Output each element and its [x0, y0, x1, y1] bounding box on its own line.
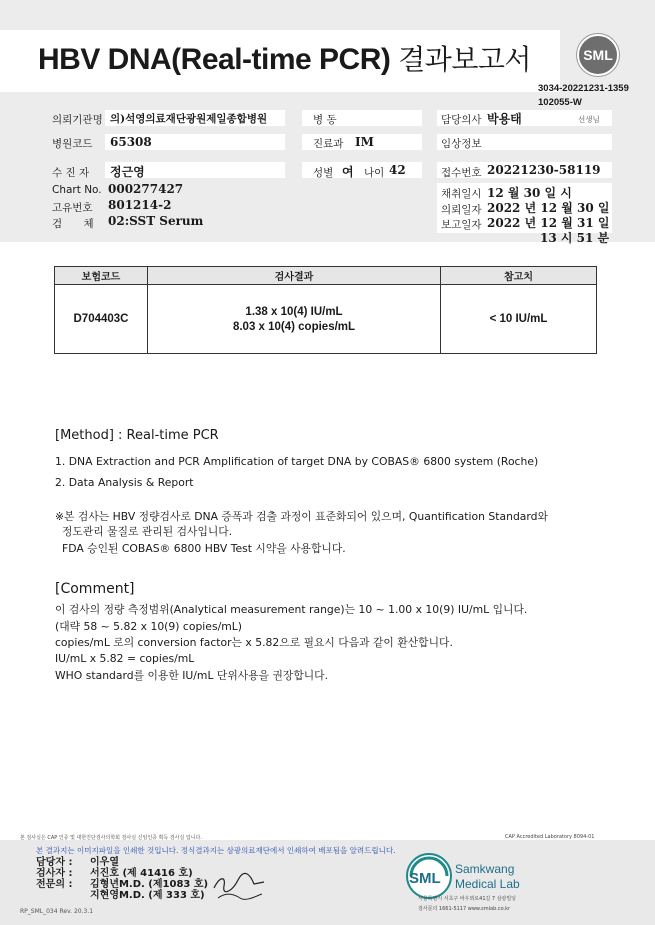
dept-value: IM — [355, 135, 374, 149]
signature-icon — [210, 868, 270, 902]
patient-value: 정근영 — [110, 165, 145, 179]
org-address: 서울특별시 서초구 바우뫼로41길 7 삼광빌딩 — [418, 896, 517, 902]
result-iu: 1.38 x 10(4) IU/mL — [245, 305, 343, 318]
staff-specialist-name-1: 김형년M.D. (제1083 호) — [90, 879, 209, 890]
comment-line-1: 이 검사의 정량 측정범위(Analytical measurement range)는 10 ~ 1.00 x 10(9) IU/mL 입니다. — [55, 603, 528, 616]
report-value: 2022 년 12 월 31 일 — [487, 216, 610, 230]
chart-label: Chart No. — [52, 184, 102, 196]
clinical-label: 임상정보 — [441, 138, 482, 150]
document-number: 3034-20221231-1359 — [538, 83, 629, 94]
institution-label: 의뢰기관명 — [52, 114, 103, 126]
unique-label: 고유번호 — [52, 202, 93, 214]
sex-label: 성별 — [313, 167, 334, 179]
specimen-label: 검 체 — [52, 218, 94, 230]
title-english: HBV DNA(Real-time PCR) — [38, 43, 391, 76]
hospital-code-label: 병원코드 — [52, 138, 93, 150]
method-item-2: 2. Data Analysis & Report — [55, 476, 194, 489]
document-suffix: 102055-W — [538, 97, 582, 108]
form-number: RP_SML_034 Rev. 20.3.1 — [20, 908, 94, 915]
staff-specialist-name-2: 지현영M.D. (제 333 호) — [90, 890, 205, 901]
patient-label: 수 진 자 — [52, 167, 90, 179]
col-insurance-code: 보험코드 — [55, 267, 148, 285]
cap-accreditation: CAP Accredited Laboratory 8094-01 — [505, 834, 595, 840]
age-value: 42 — [389, 163, 406, 177]
specimen-value: 02:SST Serum — [108, 214, 204, 228]
unique-value: 801214-2 — [108, 198, 172, 212]
result-table — [54, 266, 597, 354]
footer-notice: 본 결과지는 이미지파일을 인쇄한 것입니다. 정식결과지는 삼광의료재단에서 인쇄하여 배포됨을 알려드립니다. — [36, 846, 396, 855]
hospital-code-value: 65308 — [110, 135, 152, 149]
receipt-value: 20221230-58119 — [487, 163, 601, 177]
ward-label: 병 동 — [313, 114, 337, 126]
request-label: 의뢰일자 — [441, 204, 482, 216]
org-contact: 검사문의 1661-5117 www.smlab.co.kr — [418, 906, 511, 912]
org-logo-text: SML — [409, 870, 441, 887]
doctor-suffix: 선생님 — [578, 115, 600, 124]
method-heading: [Method] : Real-time PCR — [55, 428, 219, 443]
method-item-1: 1. DNA Extraction and PCR Amplification of target DNA by COBAS® 6800 system (Roche) — [55, 455, 539, 468]
report-title — [38, 38, 531, 78]
reference-value: < 10 IU/mL — [441, 285, 597, 354]
footer-fine-print: 본 검사실은 CAP 인증 및 대한진단검사의학회 검사실 신임인증 획득 검사실 입니다. — [20, 835, 202, 841]
insurance-code: D704403C — [55, 285, 148, 354]
doctor-value: 박용태 — [487, 112, 522, 126]
staff-specialist-label: 전문의 : — [36, 879, 73, 890]
org-name-2: Medical Lab — [455, 877, 520, 891]
receipt-label: 접수번호 — [441, 167, 482, 179]
age-label: 나이 — [364, 167, 385, 179]
comment-line-2: (대략 58 ~ 5.82 x 10(9) copies/mL) — [55, 620, 242, 633]
report-time: 13 시 51 분 — [540, 231, 610, 245]
request-value: 2022 년 12 월 30 일 — [487, 201, 610, 215]
col-test-result: 검사결과 — [148, 267, 441, 285]
result-header-row — [55, 267, 597, 285]
chart-value: 000277427 — [108, 182, 184, 196]
comment-line-5: WHO standard를 이용한 IU/mL 단위사용을 권장합니다. — [55, 669, 329, 682]
staff-manager-name: 이우열 — [90, 857, 119, 868]
staff-manager-label: 담당자 : — [36, 857, 73, 868]
institution-value: 의)석영의료재단광원제일종합병원 — [110, 113, 268, 125]
sml-logo: SML — [577, 34, 619, 76]
table-row — [55, 285, 597, 354]
org-name-1: Samkwang — [455, 862, 515, 876]
test-result — [148, 285, 441, 354]
collect-label: 채취일시 — [441, 188, 482, 200]
method-note-1: ※본 검사는 HBV 정량검사로 DNA 증폭과 검출 과정이 표준화되어 있으며, Quantification Standard와 — [55, 510, 548, 523]
sex-value: 여 — [342, 165, 354, 179]
staff-tester-name: 서진호 (제 41416 호) — [90, 868, 193, 879]
comment-heading: [Comment] — [55, 581, 135, 597]
comment-line-3: copies/mL 로의 conversion factor는 x 5.82으로 필요시 다음과 같이 환산합니다. — [55, 636, 453, 649]
comment-line-4: IU/mL x 5.82 = copies/mL — [55, 652, 195, 665]
report-label: 보고일자 — [441, 219, 482, 231]
result-copies: 8.03 x 10(4) copies/mL — [232, 320, 356, 333]
staff-tester-label: 검사자 : — [36, 868, 73, 879]
dept-label: 진료과 — [313, 138, 344, 150]
collect-value: 12 월 30 일 시 — [487, 186, 572, 200]
doctor-label: 담당의사 — [441, 114, 482, 126]
col-reference: 참고치 — [441, 267, 597, 285]
method-note-3: FDA 승인된 COBAS® 6800 HBV Test 시약을 사용합니다. — [62, 542, 346, 555]
title-korean: 결과보고서 — [398, 43, 531, 76]
method-note-2: 정도관리 물질로 관리된 검사입니다. — [62, 525, 233, 538]
